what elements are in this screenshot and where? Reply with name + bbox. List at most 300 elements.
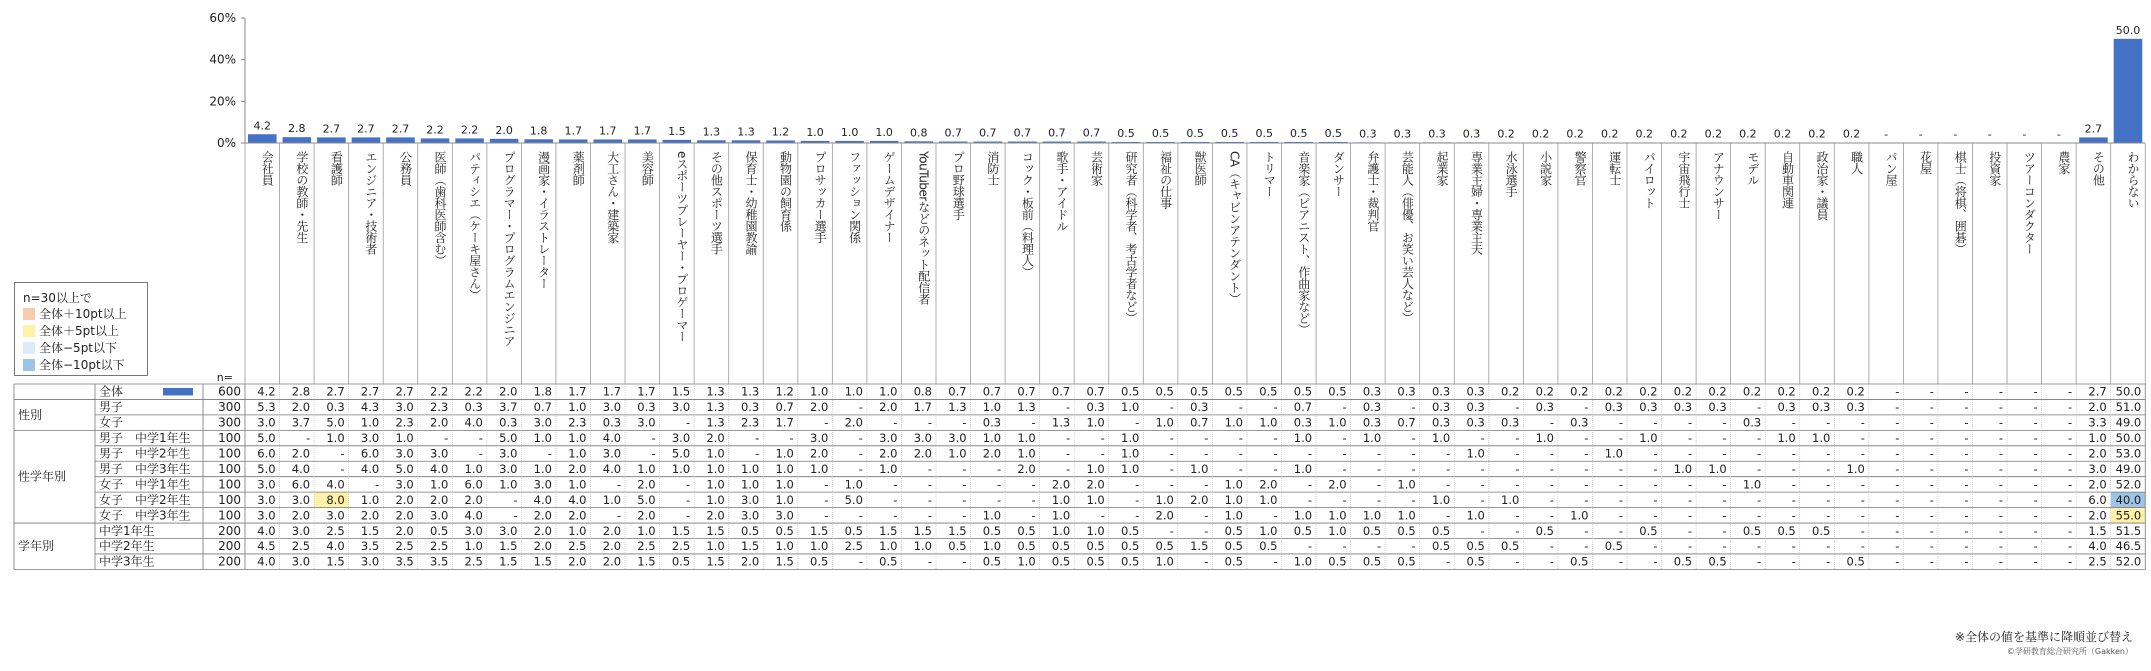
table-cell: - xyxy=(1826,554,1831,569)
category-label: 自動車関連 xyxy=(1780,151,1795,209)
table-cell: - xyxy=(1169,431,1174,446)
table-cell: - xyxy=(1204,508,1209,523)
table-cell: - xyxy=(1687,477,1693,492)
table-cell: - xyxy=(893,508,898,523)
category-label: 医師（歯科医師含む） xyxy=(433,151,448,266)
category-label: 動物園の飼育係 xyxy=(778,151,793,232)
bar-value-label: 0.5 xyxy=(1220,126,1239,140)
table-cell: 1.0 xyxy=(810,384,829,399)
table-cell: - xyxy=(1998,508,2004,523)
table-cell: 3.0 xyxy=(879,431,898,446)
table-cell: 0.3 xyxy=(1742,415,1762,430)
table-cell: - xyxy=(1826,461,1831,476)
table-cell: 1.0 xyxy=(568,400,587,415)
table-cell: - xyxy=(1860,523,1865,538)
table-cell: 3.0 xyxy=(291,523,311,538)
table-cell: - xyxy=(1411,431,1416,446)
bar-value-label: 0.2 xyxy=(1704,127,1723,141)
table-cell: 1.0 xyxy=(1742,477,1762,492)
table-cell: 2.0 xyxy=(395,523,414,538)
table-cell: - xyxy=(927,508,932,523)
table-cell: - xyxy=(1860,431,1865,446)
table-cell: 1.0 xyxy=(637,461,656,476)
table-cell: 1.0 xyxy=(706,539,725,554)
category-label: 芸能人（俳優、お笑い芸人など） xyxy=(1400,151,1415,324)
table-cell: - xyxy=(1653,492,1658,507)
table-cell: 2.0 xyxy=(464,492,483,507)
table-cell: 1.0 xyxy=(1466,446,1485,461)
table-cell: 4.5 xyxy=(257,539,276,554)
table-cell: - xyxy=(1964,523,1969,538)
table-cell: 1.0 xyxy=(1121,431,1140,446)
table-cell: - xyxy=(1584,539,1589,554)
table-cell: 2.0 xyxy=(706,431,725,446)
table-cell: - xyxy=(2067,539,2073,554)
table-cell: 1.0 xyxy=(982,508,1002,523)
table-cell: 1.0 xyxy=(1121,400,1140,415)
table-cell: - xyxy=(1998,431,2004,446)
table-cell: 1.2 xyxy=(775,384,794,399)
table-cell: 1.3 xyxy=(706,384,725,399)
table-cell: - xyxy=(1998,492,2004,507)
table-cell: 1.0 xyxy=(2088,431,2107,446)
table-cell: 5.0 xyxy=(257,431,276,446)
table-cell: 1.0 xyxy=(1086,461,1105,476)
table-cell: - xyxy=(547,446,552,461)
table-cell: - xyxy=(616,508,622,523)
table-cell: - xyxy=(1446,508,1451,523)
table-cell: 1.0 xyxy=(1812,431,1831,446)
table-cell: - xyxy=(858,508,863,523)
table-cell: 0.3 xyxy=(1501,415,1520,430)
table-cell: 0.2 xyxy=(1604,384,1623,399)
table-cell: 0.5 xyxy=(1466,554,1485,569)
category-label: プロサッカー選手 xyxy=(813,151,828,243)
table-cell: 4.0 xyxy=(326,539,345,554)
table-cell: - xyxy=(1757,431,1762,446)
table-cell: - xyxy=(1687,431,1693,446)
table-cell: - xyxy=(1929,400,1934,415)
table-cell: - xyxy=(1066,400,1071,415)
table-cell: 1.0 xyxy=(1121,461,1140,476)
category-label: 起業家 xyxy=(1434,151,1449,186)
legend-swatch xyxy=(23,325,35,337)
table-cell: 1.3 xyxy=(740,384,760,399)
category-label: 研究者（科学者、考古学者など） xyxy=(1124,151,1139,324)
table-cell: 1.5 xyxy=(360,523,380,538)
table-cell: 3.0 xyxy=(257,415,276,430)
table-cell: 2.0 xyxy=(602,554,622,569)
table-cell: - xyxy=(1998,539,2004,554)
table-cell: - xyxy=(2033,477,2038,492)
table-cell: 4.0 xyxy=(257,523,276,538)
table-cell: 2.0 xyxy=(395,508,414,523)
table-cell: - xyxy=(1687,446,1693,461)
table-cell: 3.0 xyxy=(395,446,414,461)
table-cell: 8.0 xyxy=(326,492,345,507)
table-cell: 1.0 xyxy=(948,446,967,461)
table-cell: 1.7 xyxy=(568,384,587,399)
bar-value-label: 0.7 xyxy=(1048,126,1066,140)
table-cell: 3.0 xyxy=(602,400,622,415)
table-cell: 0.5 xyxy=(1466,539,1485,554)
table-cell: - xyxy=(1618,477,1623,492)
table-cell: - xyxy=(1964,431,1969,446)
table-cell: - xyxy=(1066,446,1071,461)
legend-label: 全体＋10pt以上 xyxy=(39,307,127,321)
table-cell: - xyxy=(1100,431,1105,446)
y-tick-label: 0% xyxy=(216,136,236,150)
bar-value-label: 1.0 xyxy=(840,125,859,139)
table-cell: 5.0 xyxy=(395,461,414,476)
table-cell: - xyxy=(1687,523,1693,538)
table-cell: - xyxy=(1549,554,1554,569)
table-cell: 0.3 xyxy=(1362,400,1382,415)
table-cell: - xyxy=(651,446,656,461)
table-cell: 0.3 xyxy=(326,400,345,415)
table-cell: 1.0 xyxy=(1293,431,1313,446)
table-cell: 1.5 xyxy=(706,554,725,569)
table-cell: - xyxy=(1584,461,1589,476)
bar-value-label: 0.2 xyxy=(1531,127,1550,141)
table-cell: 0.8 xyxy=(913,384,932,399)
bar xyxy=(628,139,657,143)
table-cell: - xyxy=(1480,431,1485,446)
table-cell: 1.0 xyxy=(775,492,794,507)
table-cell: 2.0 xyxy=(1259,477,1278,492)
bar-value-label: - xyxy=(1884,128,1889,141)
table-cell: 1.0 xyxy=(1017,554,1036,569)
bar-value-label: 0.2 xyxy=(1670,127,1688,141)
category-label: その他スポーツ選手 xyxy=(709,151,724,255)
table-cell: - xyxy=(1618,461,1623,476)
table-cell: 0.3 xyxy=(1466,415,1485,430)
table-cell: - xyxy=(1687,539,1693,554)
category-label: ツアーコンダクター xyxy=(2022,151,2037,255)
category-label: コック・板前（料理人） xyxy=(1020,151,1035,278)
table-cell: - xyxy=(1204,523,1209,538)
table-cell: - xyxy=(1653,477,1658,492)
category-label: 水泳選手 xyxy=(1504,151,1519,197)
table-cell: - xyxy=(2067,492,2073,507)
table-cell: 0.5 xyxy=(1673,554,1693,569)
table-cell: - xyxy=(1307,539,1313,554)
table-cell: 0.5 xyxy=(1362,523,1382,538)
table-cell: 0.5 xyxy=(1086,554,1105,569)
category-label: 公務員 xyxy=(398,151,413,186)
bar xyxy=(559,139,588,143)
table-cell: 0.5 xyxy=(1397,554,1416,569)
category-label: トリマー xyxy=(1262,151,1277,197)
table-cell: 1.0 xyxy=(1086,415,1105,430)
table-cell: - xyxy=(1860,539,1865,554)
table-cell: - xyxy=(1584,431,1589,446)
bar-value-label: - xyxy=(2056,128,2061,141)
table-cell: - xyxy=(1687,492,1693,507)
table-cell: - xyxy=(2067,446,2073,461)
category-label: 看護師 xyxy=(329,151,344,186)
table-cell: - xyxy=(1135,492,1140,507)
table-cell: 0.5 xyxy=(1259,384,1278,399)
table-cell: 1.5 xyxy=(637,554,656,569)
table-cell: 4.3 xyxy=(360,400,380,415)
table-cell: 1.0 xyxy=(1328,415,1347,430)
table-cell: - xyxy=(2033,415,2038,430)
table-cell: - xyxy=(1722,446,1727,461)
table-cell: - xyxy=(340,446,345,461)
table-cell: - xyxy=(1687,508,1693,523)
table-cell: 2.0 xyxy=(1017,461,1036,476)
bar-value-label: 0.2 xyxy=(1739,127,1757,141)
table-cell: 1.0 xyxy=(326,431,345,446)
table-cell: - xyxy=(858,431,863,446)
table-cell: - xyxy=(1895,492,1900,507)
category-label: ダンサー xyxy=(1331,151,1346,197)
table-cell: 0.5 xyxy=(1259,539,1278,554)
table-cell: - xyxy=(996,477,1002,492)
table-cell: - xyxy=(1722,492,1727,507)
table-cell: 0.5 xyxy=(430,523,449,538)
table-cell: - xyxy=(1411,400,1416,415)
table-cell: 1.0 xyxy=(568,446,587,461)
table-cell: - xyxy=(1342,400,1347,415)
table-cell: 1.3 xyxy=(1051,415,1071,430)
table-cell: 3.0 xyxy=(257,508,276,523)
table-cell: - xyxy=(927,477,932,492)
table-cell: 4.0 xyxy=(568,492,587,507)
table-cell: - xyxy=(1964,508,1969,523)
table-cell: - xyxy=(1169,523,1174,538)
table-cell: - xyxy=(1964,492,1969,507)
table-cell: 1.0 xyxy=(982,431,1002,446)
table-cell: 3.0 xyxy=(360,431,380,446)
table-cell: 0.3 xyxy=(1570,415,1589,430)
table-cell: - xyxy=(2033,492,2038,507)
table-cell: - xyxy=(685,477,691,492)
table-cell: 2.7 xyxy=(2088,384,2107,399)
table-cell: - xyxy=(1618,554,1623,569)
table-cell: 0.3 xyxy=(1466,400,1485,415)
table-cell: - xyxy=(2067,508,2073,523)
table-cell: 1.0 xyxy=(1431,492,1451,507)
table-cell: - xyxy=(1376,492,1382,507)
table-cell: - xyxy=(1549,492,1554,507)
bar-value-label: 0.3 xyxy=(1462,127,1481,141)
category-label: パン屋 xyxy=(1884,151,1899,186)
table-cell: - xyxy=(1964,415,1969,430)
table-cell: 6.0 xyxy=(464,477,483,492)
table-cell: 0.3 xyxy=(1397,384,1416,399)
table-cell: 0.7 xyxy=(948,384,967,399)
table-cell: 2.5 xyxy=(395,539,414,554)
table-cell: 1.0 xyxy=(1362,508,1382,523)
table-cell: - xyxy=(893,477,898,492)
bar xyxy=(2079,137,2108,143)
bar-value-label: 1.2 xyxy=(771,125,790,139)
table-cell: 0.5 xyxy=(1224,523,1243,538)
table-cell: - xyxy=(1722,431,1727,446)
table-cell: 2.0 xyxy=(637,477,656,492)
table-cell: - xyxy=(858,446,863,461)
table-cell: 0.5 xyxy=(1224,554,1243,569)
table-row-label: 男子 中学2年生 xyxy=(99,446,191,461)
table-cell: 0.5 xyxy=(671,554,691,569)
table-cell: 2.5 xyxy=(291,539,311,554)
table-cell: 0.3 xyxy=(1362,415,1382,430)
category-label: 職人 xyxy=(1849,151,1864,174)
table-cell: 2.0 xyxy=(430,415,449,430)
table-cell: 2.0 xyxy=(430,492,449,507)
table-cell: - xyxy=(927,461,932,476)
table-cell: - xyxy=(1722,539,1727,554)
table-cell: - xyxy=(1584,400,1589,415)
table-cell: 2.5 xyxy=(844,539,863,554)
bar-value-label: 50.0 xyxy=(2115,23,2141,37)
table-cell: 1.0 xyxy=(775,446,794,461)
table-cell: 1.0 xyxy=(1708,461,1727,476)
table-cell: 0.2 xyxy=(1535,384,1554,399)
bar-value-label: 0.7 xyxy=(1082,126,1101,140)
table-cell: - xyxy=(375,477,380,492)
table-cell: - xyxy=(1757,554,1762,569)
table-cell: 3.5 xyxy=(430,554,449,569)
table-cell: 3.7 xyxy=(291,415,311,430)
table-cell: 2.0 xyxy=(810,446,829,461)
table-cell: 3.0 xyxy=(499,446,518,461)
table-cell: 55.0 xyxy=(2115,508,2142,523)
table-cell: 2.0 xyxy=(2088,508,2107,523)
table-row-label: 全体 xyxy=(99,384,124,399)
bar-value-label: 0.2 xyxy=(1773,127,1792,141)
table-cell: - xyxy=(1860,492,1865,507)
table-cell: 1.3 xyxy=(706,415,725,430)
table-cell: - xyxy=(685,508,691,523)
category-label: 投資家 xyxy=(1987,151,2002,186)
table-cell: 0.7 xyxy=(1190,415,1209,430)
table-cell: - xyxy=(1929,477,1934,492)
table-cell: 0.7 xyxy=(1086,384,1105,399)
table-cell: - xyxy=(1480,523,1485,538)
table-cell: - xyxy=(1342,446,1347,461)
table-cell: 1.0 xyxy=(1673,461,1693,476)
table-cell: 2.5 xyxy=(430,539,449,554)
category-label: 宇宙飛行士 xyxy=(1676,151,1691,209)
table-cell: 4.0 xyxy=(291,461,311,476)
table-cell: 2.3 xyxy=(740,415,760,430)
table-cell: - xyxy=(1860,415,1865,430)
bar-value-label: - xyxy=(1987,128,1992,141)
table-cell: 0.3 xyxy=(1673,400,1693,415)
table-cell: 3.0 xyxy=(395,400,414,415)
table-cell: 1.0 xyxy=(810,461,829,476)
table-cell: - xyxy=(1618,492,1623,507)
table-cell: - xyxy=(1584,523,1589,538)
table-cell: 4.0 xyxy=(464,415,483,430)
table-cell: 1.0 xyxy=(568,523,587,538)
table-cell: 0.5 xyxy=(1224,384,1243,399)
n-label: n= xyxy=(216,371,233,384)
table-cell: 4.0 xyxy=(533,492,552,507)
table-cell: - xyxy=(651,431,656,446)
table-cell: - xyxy=(1376,461,1382,476)
table-cell: 3.0 xyxy=(257,477,276,492)
table-cell: 5.0 xyxy=(257,461,276,476)
table-cell: 0.5 xyxy=(1017,539,1036,554)
table-cell: 40.0 xyxy=(2115,492,2142,507)
bar xyxy=(490,139,519,143)
table-cell: 0.3 xyxy=(1431,415,1451,430)
bar-value-label: 1.8 xyxy=(529,124,548,138)
category-label: わからない xyxy=(2125,151,2140,209)
legend-label: 全体＋5pt以上 xyxy=(39,324,119,338)
table-cell: - xyxy=(1826,477,1831,492)
table-cell: 2.0 xyxy=(395,492,414,507)
y-tick-label: 60% xyxy=(209,11,236,25)
table-cell: 2.0 xyxy=(1155,508,1174,523)
bar xyxy=(2114,39,2143,143)
table-cell: 1.0 xyxy=(1155,554,1174,569)
table-cell: - xyxy=(1964,400,1969,415)
legend-swatch xyxy=(23,308,35,320)
table-cell: 0.3 xyxy=(1708,400,1727,415)
table-cell: 0.7 xyxy=(982,384,1002,399)
table-cell: - xyxy=(1929,384,1934,399)
category-label: エンジニア・技術者 xyxy=(363,151,378,255)
table-cell: 4.0 xyxy=(464,508,483,523)
table-row-label: 女子 中学1年生 xyxy=(99,477,191,492)
table-cell: - xyxy=(2067,384,2073,399)
table-cell: 0.7 xyxy=(533,400,552,415)
table-cell: 49.0 xyxy=(2115,461,2142,476)
table-cell: - xyxy=(1895,446,1900,461)
table-cell: 0.3 xyxy=(982,415,1002,430)
table-cell: 0.5 xyxy=(1431,523,1451,538)
category-label: 芸術家 xyxy=(1089,151,1104,186)
category-label: プログラマー・プログラムエンジニア xyxy=(502,151,517,347)
table-cell: 0.3 xyxy=(464,400,483,415)
table-cell: 2.3 xyxy=(568,415,587,430)
table-cell: 2.3 xyxy=(430,400,449,415)
table-cell: 1.3 xyxy=(706,400,725,415)
table-cell: 3.0 xyxy=(499,523,518,538)
table-cell: - xyxy=(2033,539,2038,554)
table-cell: - xyxy=(1618,415,1623,430)
table-cell: 0.5 xyxy=(1431,539,1451,554)
table-cell: 4.0 xyxy=(602,431,622,446)
table-cell: 2.5 xyxy=(2088,554,2107,569)
table-cell: - xyxy=(2033,431,2038,446)
table-cell: - xyxy=(1031,508,1036,523)
table-cell: 1.5 xyxy=(948,523,967,538)
bar-value-label: 0.2 xyxy=(1566,127,1584,141)
table-cell: 0.3 xyxy=(1535,400,1554,415)
table-cell: - xyxy=(1653,446,1658,461)
table-cell: 1.5 xyxy=(671,523,691,538)
table-cell: 1.0 xyxy=(602,492,622,507)
table-cell: 52.0 xyxy=(2115,477,2142,492)
table-cell: 2.0 xyxy=(568,508,587,523)
table-cell: - xyxy=(1411,446,1416,461)
table-cell: - xyxy=(1169,446,1174,461)
table-cell: 4.0 xyxy=(2088,539,2107,554)
table-cell: 0.5 xyxy=(1155,539,1174,554)
table-cell: 3.0 xyxy=(360,554,380,569)
table-cell: 2.0 xyxy=(982,446,1002,461)
footnote: ※全体の値を基準に降順並び替え xyxy=(1954,630,2133,644)
table-cell: 2.0 xyxy=(2088,446,2107,461)
table-cell: - xyxy=(1653,554,1658,569)
table-cell: - xyxy=(685,415,691,430)
